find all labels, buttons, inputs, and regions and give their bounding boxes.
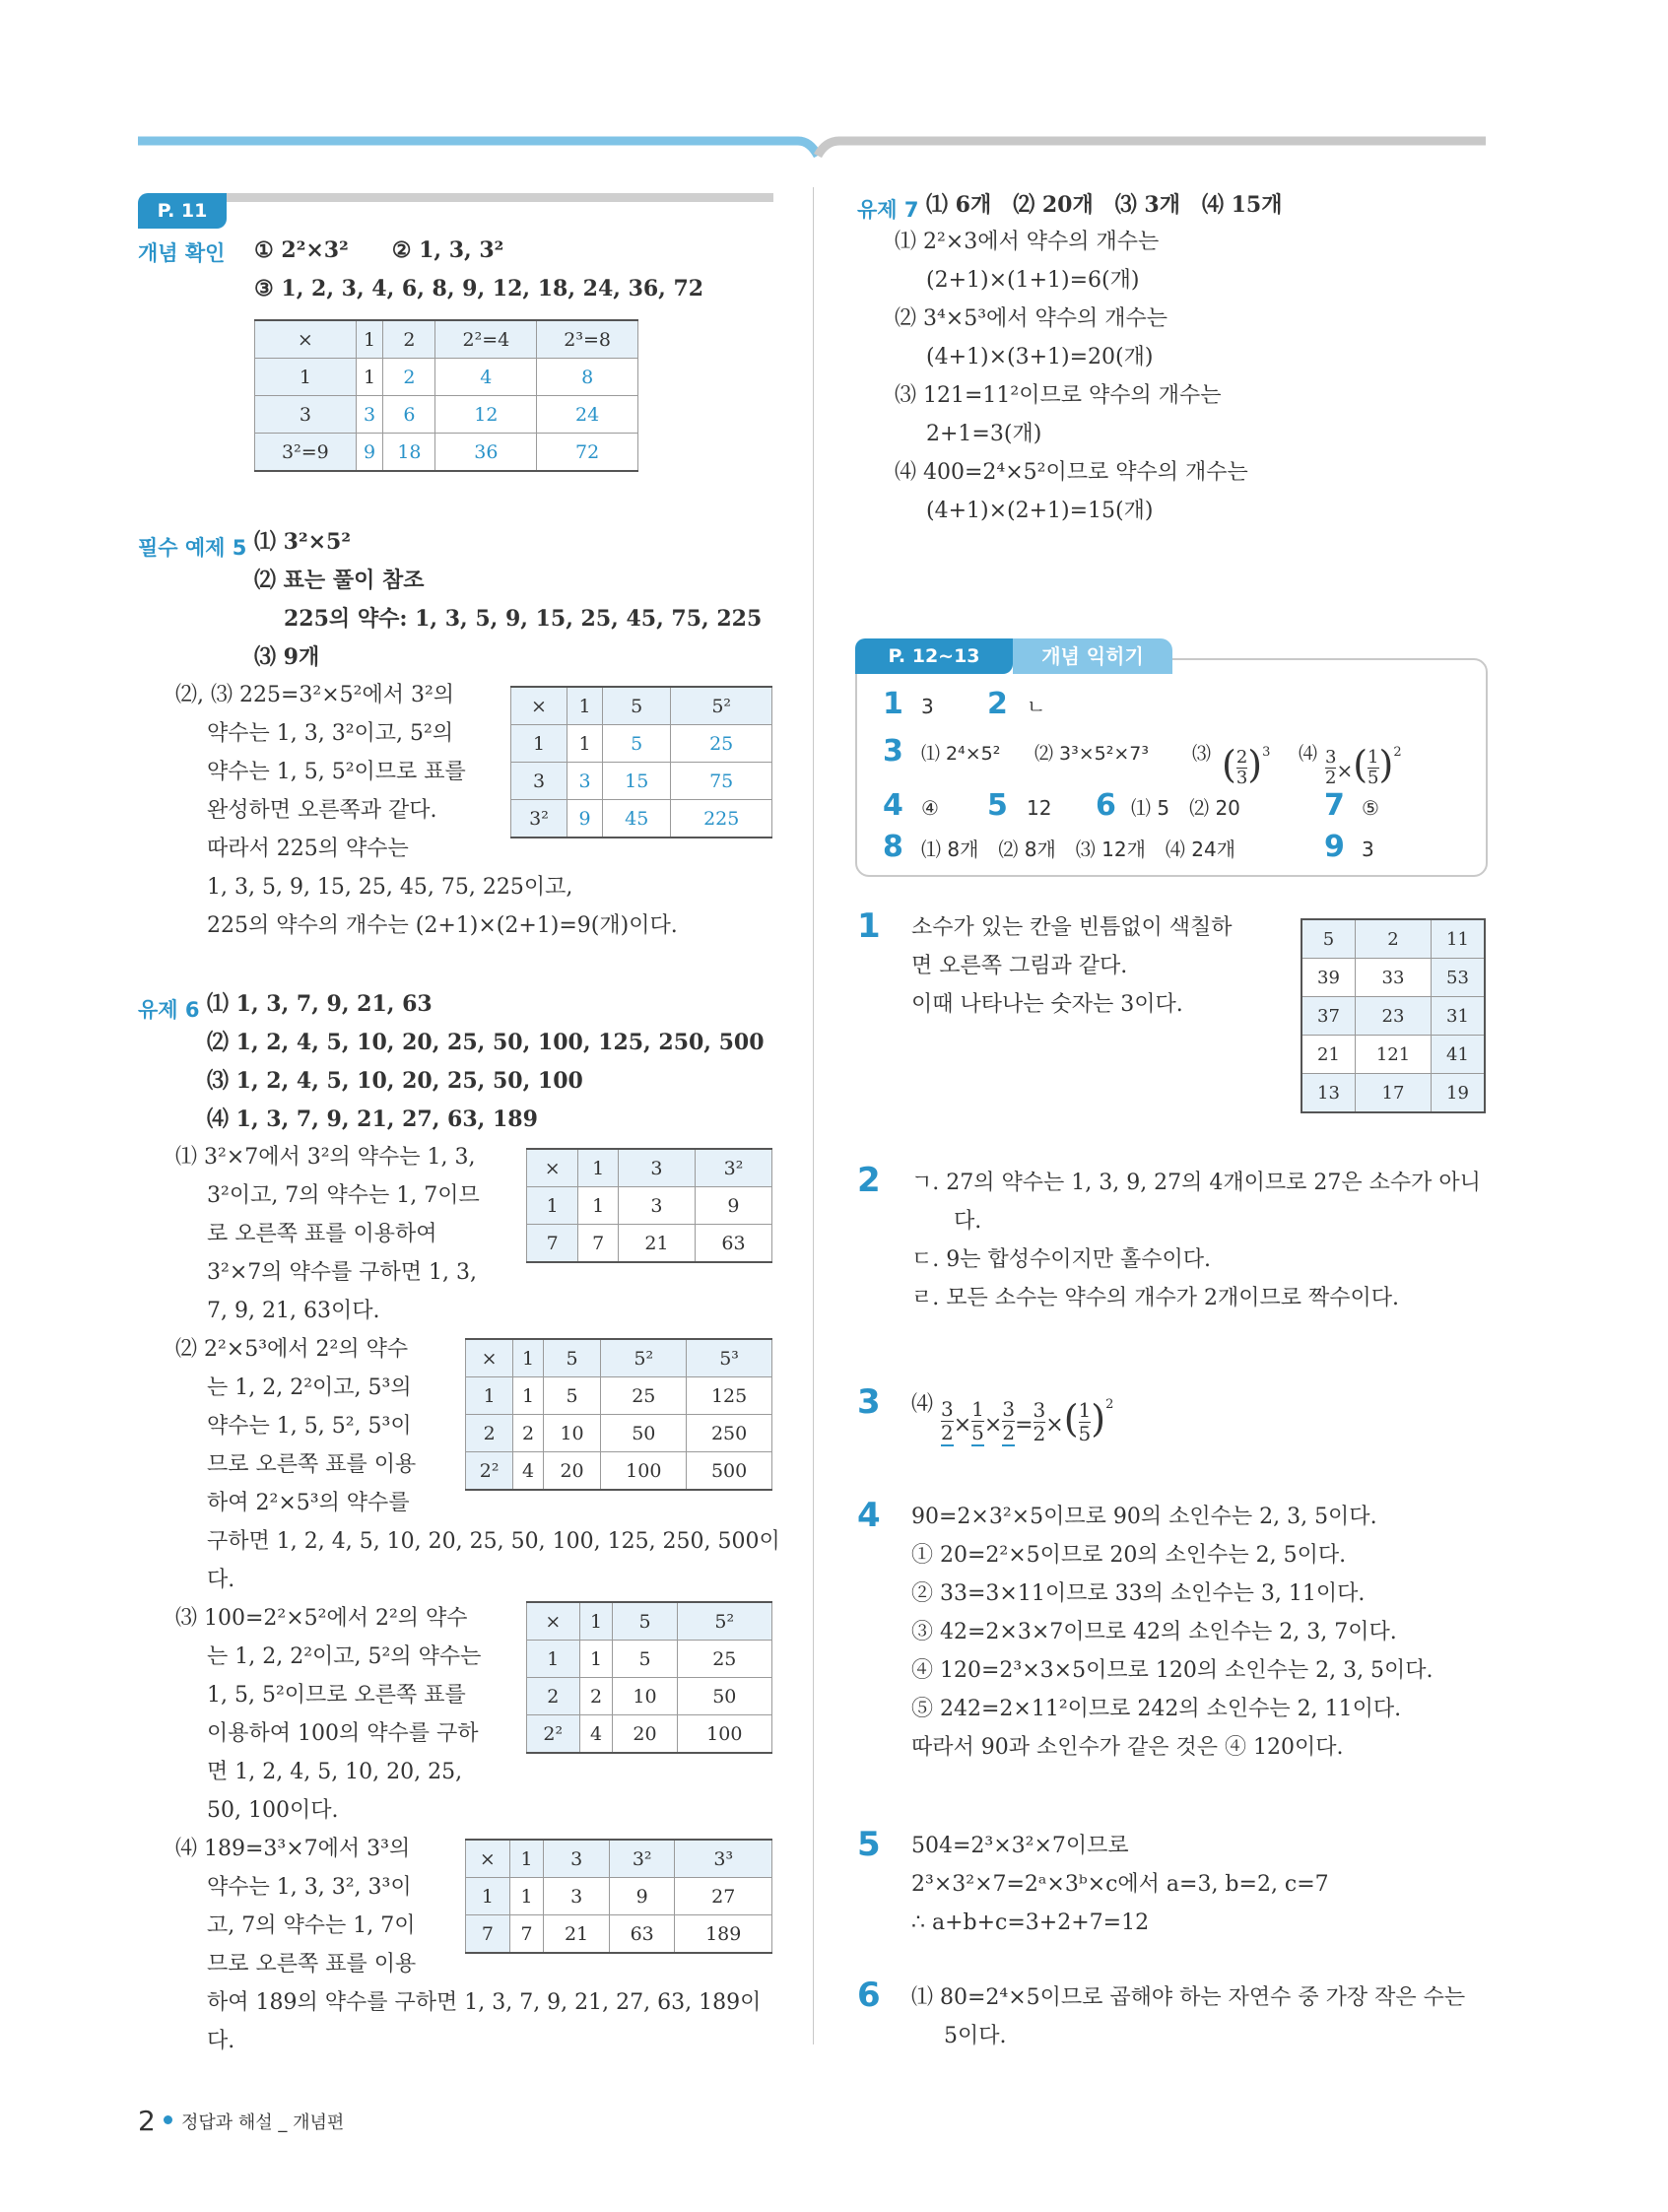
question-4-line-4: ③ 42=2×3×7이므로 42의 소인수는 2, 3, 7이다. bbox=[911, 1620, 1397, 1644]
box-answer-3c: ⑶ bbox=[1192, 743, 1212, 765]
concept-answer-1: ① 2²×3² ② 1, 3, 3² bbox=[254, 237, 504, 263]
concept-label: 개념 확인 bbox=[138, 241, 226, 265]
fraction-2-3-cubed: ( $\frac{2}{3}$ )$^3$ bbox=[1222, 743, 1271, 788]
divisor-table-500: × 1 5 5² 5³ 1 1 5 25 125 2 2 10 50 250 2² 4 20 100 500 bbox=[465, 1338, 772, 1491]
page-tag-p12-13: P. 12~13 bbox=[855, 638, 1013, 674]
example5-label: 필수 예제 5 bbox=[138, 536, 247, 560]
box-num-7: 7 bbox=[1324, 788, 1345, 823]
box-num-8: 8 bbox=[883, 830, 903, 864]
footer-dot bbox=[164, 2115, 172, 2124]
divisor-table-225: × 1 5 5² 1 1 5 25 3 3 15 75 3² 9 45 225 bbox=[510, 686, 772, 838]
question-6-line-1: ⑴ 80=2⁴×5이므로 곱해야 하는 자연수 중 가장 작은 수는 bbox=[911, 1985, 1466, 2010]
question-4-line-6: ⑤ 242=2×11²이므로 242의 소인수는 2, 11이다. bbox=[911, 1697, 1402, 1721]
question-5-line-1: 504=2³×3²×7이므로 bbox=[911, 1834, 1129, 1858]
page-tag-p11: P. 11 bbox=[138, 193, 227, 229]
box-answer-8: ⑴ 8개 ⑵ 8개 ⑶ 12개 ⑷ 24개 bbox=[921, 838, 1236, 861]
box-answer-2: ㄴ bbox=[1027, 695, 1046, 718]
page-number: 2 bbox=[138, 2105, 156, 2137]
question-3-expression: $\frac{3}{2}$ × $\frac{1}{5}$ × $\frac{3}{2}$ = $\frac{3}{2}$ ×( $\frac{1}{5}$ )$^2$ bbox=[941, 1397, 1114, 1445]
problem7-answer: ⑴ 6개 ⑵ 20개 ⑶ 3개 ⑷ 15개 bbox=[926, 192, 1283, 218]
prime-grid: 5 2 11 39 33 53 37 23 31 21 121 41 13 17 19 bbox=[1301, 918, 1486, 1113]
question-2-line-2: 다. bbox=[954, 1209, 982, 1234]
question-4-line-2: ① 20=2²×5이므로 20의 소인수는 2, 5이다. bbox=[911, 1543, 1347, 1568]
box-num-1: 1 bbox=[883, 687, 903, 721]
problem6-answer-3: ⑶ 1, 2, 4, 5, 10, 20, 25, 50, 100 bbox=[207, 1068, 583, 1094]
concept-practice-title: 개념 익히기 bbox=[1013, 638, 1172, 674]
footer-title: 정답과 해설 _ 개념편 bbox=[181, 2112, 345, 2133]
box-answer-3b: ⑵ 3³×5²×7³ bbox=[1034, 743, 1149, 765]
box-answer-6: ⑴ 5 ⑵ 20 bbox=[1131, 796, 1240, 820]
question-2-line-1: ㄱ. 27의 약수는 1, 3, 9, 27의 4개이므로 27은 소수가 아니 bbox=[911, 1171, 1481, 1195]
question-4-line-1: 90=2×3²×5이므로 90의 소인수는 2, 3, 5이다. bbox=[911, 1505, 1377, 1529]
problem6-answer-2: ⑵ 1, 2, 4, 5, 10, 20, 25, 50, 100, 125, 250, 500 bbox=[207, 1030, 765, 1055]
box-num-3: 3 bbox=[883, 734, 903, 769]
question-6-number: 6 bbox=[857, 1976, 881, 2015]
question-2-line-4: ㄹ. 모든 소수는 약수의 개수가 2개이므로 짝수이다. bbox=[911, 1286, 1399, 1310]
question-5-line-3: ∴ a+b+c=3+2+7=12 bbox=[911, 1910, 1150, 1935]
question-3-number: 3 bbox=[857, 1382, 881, 1422]
example5-answer-2: ⑵ 표는 풀이 참조 bbox=[254, 568, 425, 593]
box-answer-3d: ⑷ bbox=[1299, 743, 1318, 765]
question-2-number: 2 bbox=[857, 1161, 881, 1200]
problem6-label: 유제 6 bbox=[138, 998, 200, 1022]
box-answer-7: ⑤ bbox=[1362, 796, 1379, 820]
example5-answer-1: ⑴ 3²×5² bbox=[254, 529, 351, 555]
problem6-answer-4: ⑷ 1, 3, 7, 9, 21, 27, 63, 189 bbox=[207, 1106, 538, 1132]
box-num-9: 9 bbox=[1324, 830, 1345, 864]
box-answer-3a: ⑴ 2⁴×5² bbox=[921, 743, 1001, 765]
problem7-label: 유제 7 bbox=[857, 198, 919, 222]
problem6-answer-1: ⑴ 1, 3, 7, 9, 21, 63 bbox=[207, 991, 433, 1017]
column-divider bbox=[813, 187, 814, 2044]
question-5-line-2: 2³×3²×7=2ᵃ×3ᵇ×c에서 a=3, b=2, c=7 bbox=[911, 1872, 1329, 1897]
fraction-1-5-times-3-2-squared: $\frac{3}{2}$ ×( $\frac{1}{5}$ )$^2$ bbox=[1325, 743, 1402, 788]
question-4-line-7: 따라서 90과 소인수가 같은 것은 ④ 120이다. bbox=[911, 1735, 1344, 1760]
tag-rule bbox=[227, 193, 773, 202]
question-4-line-3: ② 33=3×11이므로 33의 소인수는 3, 11이다. bbox=[911, 1581, 1366, 1606]
question-4-number: 4 bbox=[857, 1496, 881, 1535]
question-5-number: 5 bbox=[857, 1825, 881, 1864]
divisor-table-189: × 1 3 3² 3³ 1 1 3 9 27 7 7 21 63 189 bbox=[465, 1839, 772, 1954]
question-1-line-1: 소수가 있는 칸을 빈틈없이 색칠하 bbox=[911, 915, 1233, 940]
box-answer-4: ④ bbox=[921, 796, 939, 820]
question-1-number: 1 bbox=[857, 906, 881, 946]
box-num-5: 5 bbox=[987, 788, 1008, 823]
example5-answer-4: ⑶ 9개 bbox=[254, 644, 320, 670]
question-2-line-3: ㄷ. 9는 합성수이지만 홀수이다. bbox=[911, 1247, 1211, 1272]
header-band bbox=[0, 0, 1668, 158]
question-4-line-5: ④ 120=2³×3×5이므로 120의 소인수는 2, 3, 5이다. bbox=[911, 1658, 1434, 1683]
box-num-4: 4 bbox=[883, 788, 903, 823]
divisor-table-100: × 1 5 5² 1 1 5 25 2 2 10 50 2² 4 20 100 bbox=[526, 1601, 772, 1754]
question-1-line-3: 이때 나타나는 숫자는 3이다. bbox=[911, 992, 1183, 1017]
divisor-table-63: × 1 3 3² 1 1 3 9 7 7 21 63 bbox=[526, 1148, 772, 1263]
box-answer-5: 12 bbox=[1027, 796, 1052, 820]
question-6-line-2: 5이다. bbox=[944, 2024, 1007, 2048]
box-num-2: 2 bbox=[987, 687, 1008, 721]
question-3-prefix: ⑷ bbox=[911, 1392, 934, 1417]
box-num-6: 6 bbox=[1096, 788, 1116, 823]
box-answer-1: 3 bbox=[921, 695, 934, 718]
example5-answer-3: 225의 약수: 1, 3, 5, 9, 15, 25, 45, 75, 225 bbox=[284, 606, 763, 632]
divisor-table-72: × 1 2 2²=4 2³=8 1 1 2 4 8 3 3 6 12 24 3²=9 9 18 36 72 bbox=[254, 319, 638, 472]
question-1-line-2: 면 오른쪽 그림과 같다. bbox=[911, 954, 1128, 978]
concept-answer-2: ③ 1, 2, 3, 4, 6, 8, 9, 12, 18, 24, 36, 72 bbox=[254, 276, 704, 302]
box-answer-9: 3 bbox=[1362, 838, 1374, 861]
